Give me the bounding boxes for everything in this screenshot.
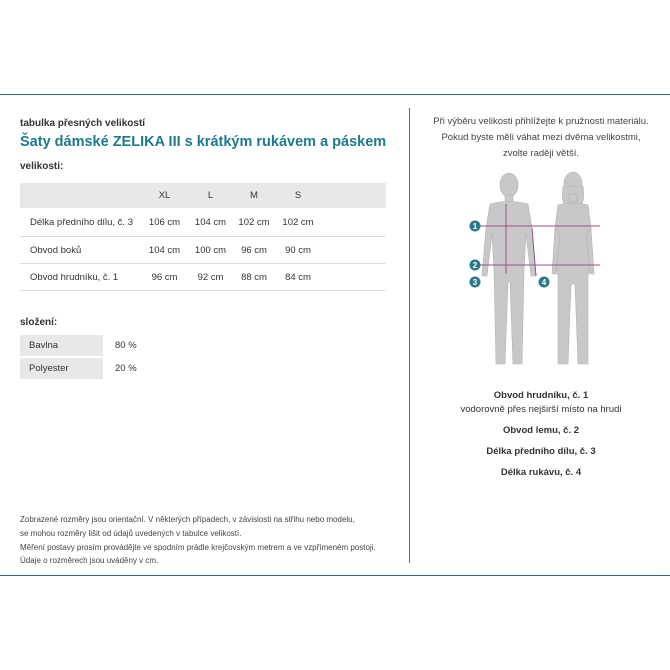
header-empty [20,183,140,208]
table-cell: 96 cm [140,264,189,291]
material-name: Polyester [20,358,103,379]
measurement-figures [412,168,670,378]
row-label: Obvod hrudníku, č. 1 [20,264,140,291]
table-cell: 88 cm [232,264,276,291]
svg-text:3: 3 [472,278,478,287]
svg-text:4: 4 [541,278,547,287]
table-cell: 104 cm [189,208,232,237]
table-row [20,237,386,264]
table-cell: 96 cm [232,237,276,264]
size-table [20,183,386,291]
header-size: L [189,183,232,208]
row-label: Délka předního dílu, č. 3 [20,208,140,237]
measurement-legend [412,390,670,478]
note-line: Údaje o rozměrech jsou uváděny v cm. [20,556,159,566]
table-cell: 84 cm [276,264,320,291]
material-percent: 20 % [115,363,137,374]
table-row [20,208,386,237]
hint-line: Pokud byste měli váhat mezi dvěma velikostmi, [441,132,641,143]
page-subtitle: tabulka přesných velikostí [20,118,146,129]
product-title: Šaty dámské ZELIKA III s krátkým rukávem a páskem [20,134,387,150]
hint-line: zvolte raději větší. [502,148,580,159]
composition-table [20,333,138,381]
material-name: Bavlna [20,335,103,356]
table-cell: 100 cm [189,237,232,264]
header-size: M [232,183,276,208]
legend-description: vodorovně přes nejširší místo na hrudi [460,404,622,415]
svg-text:1: 1 [472,222,478,231]
sizing-hint [412,114,670,162]
header-size: S [276,183,320,208]
female-figure [552,172,594,364]
size-table-header [20,183,386,208]
hint-line: Při výběru velikosti přihlížejte k pružnosti materiálu. [433,116,649,127]
male-figure [482,173,536,364]
note-line: Zobrazené rozměry jsou orientační. V některých případech, v závislosti na střihu nebo modelu, [20,515,355,524]
note-line: se mohou rozměry lišit od údajů uvedených v tabulce velikostí. [20,528,242,538]
disclaimer-notes [20,513,400,568]
composition-row [20,335,138,356]
marker-3-icon [470,277,481,288]
legend-title: Obvod lemu, č. 2 [502,425,580,436]
svg-text:2: 2 [472,261,478,270]
column-divider [409,108,410,563]
table-cell: 104 cm [140,237,189,264]
size-table-section [20,118,386,381]
legend-title: Délka rukávu, č. 4 [500,467,582,478]
sizes-label: velikosti: [20,161,64,172]
legend-title: Obvod hrudníku, č. 1 [493,390,589,401]
marker-2-icon [470,260,481,271]
table-cell: 90 cm [276,237,320,264]
note-line: Měření postavy prosím provádějte ve spodním prádle krejčovským metrem a ve vzpřímeném postoji. [20,542,376,552]
legend-title: Délka předního dílu, č. 3 [486,446,596,457]
body-figures-illustration [412,168,670,378]
table-cell: 106 cm [140,208,189,237]
header-size: XL [140,183,189,208]
header-empty [320,183,386,208]
table-row [20,264,386,291]
row-label: Obvod boků [20,237,140,264]
material-percent: 80 % [115,340,137,351]
composition-row [20,358,138,379]
marker-1-icon [470,221,481,232]
table-cell: 102 cm [276,208,320,237]
table-cell: 102 cm [232,208,276,237]
marker-4-icon [539,277,550,288]
composition-label: složení: [20,317,58,328]
table-cell: 92 cm [189,264,232,291]
